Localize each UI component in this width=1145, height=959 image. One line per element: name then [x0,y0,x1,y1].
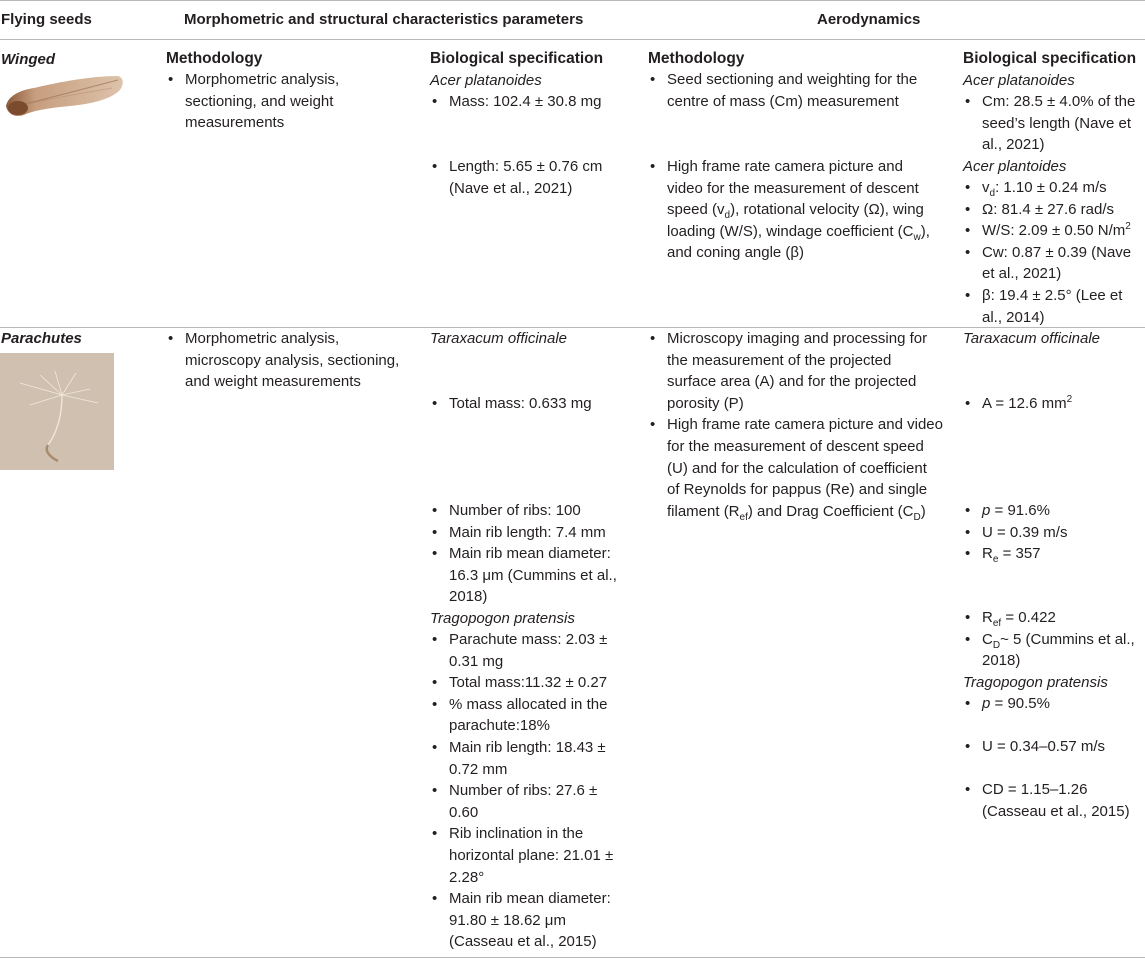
parachutes-aero-cd2-list [963,779,1143,822]
winged-aero-species-1: Acer platanoides [963,72,1075,89]
parachutes-morpho-method-list [166,328,406,393]
winged-aero-spec-list [963,177,1143,328]
list-item: • Ω: 81.4 ± 27.6 rad/s [963,199,1143,221]
winged-aero-bio-heading: Biological specification [963,50,1137,67]
list-item: • $v_d$: 1.10 ± 0.24 m/s [963,177,1143,199]
list-item: • Parachute mass: 2.03 ± 0.31 mg [430,629,622,672]
winged-morpho-species: Acer platanoides [430,72,542,89]
list-item: • CD = 1.15–1.26 (Casseau et al., 2015) [963,779,1143,822]
list-item: • Morphometric analysis, sectioning, and weight measurements [166,69,396,134]
header-aerodynamics: Aerodynamics [817,11,921,28]
parachutes-species-tragopogon: Tragopogon pratensis [430,610,575,627]
list-item: • Main rib mean diameter: 16.3 μm (Cummins et al., 2018) [430,543,630,608]
winged-aero-cm-list [963,91,1143,156]
list-item: • A = 12.6 $mm^2$ [963,393,1143,415]
list-item: • Length: 5.65 ± 0.76 cm (Nave et al., 2021) [430,156,630,199]
row-label-winged: Winged [1,51,56,68]
winged-morpho-method-heading: Methodology [166,50,263,67]
list-item: • Total mass: 0.633 mg [430,393,630,415]
list-item: • Cw: 0.87 ± 0.39 (Nave et al., 2021) [963,242,1143,285]
header-rule [0,39,1145,40]
winged-aero-method-list-2 [648,156,940,264]
list-item: • % mass allocated in the parachute:18% [430,694,622,737]
parachutes-aero-p2-list [963,693,1143,715]
list-item: • Main rib mean diameter: 91.80 ± 18.62 μm (Casseau et al., 2015) [430,888,622,953]
list-item: • Main rib length: 18.43 ± 0.72 mm [430,737,622,780]
winged-aero-method-heading: Methodology [648,50,745,67]
list-item: • p = 91.6% [963,500,1143,522]
list-item: • U = 0.39 m/s [963,522,1143,544]
header-flying-seeds: Flying seeds [1,11,92,28]
parachutes-aero-u2-list [963,736,1143,758]
parachutes-aero-area-list [963,393,1143,415]
list-item: • Rib inclination in the horizontal plane: 21.01 ± 2.28° [430,823,622,888]
parachutes-total-mass-list [430,393,630,415]
list-item: • Number of ribs: 27.6 ± 0.60 [430,780,622,823]
parachutes-aero-method-list [648,328,943,522]
list-item: • $C_D\sim$ 5 (Cummins et al., 2018) [963,629,1143,672]
winged-morpho-method-list [166,69,396,134]
list-item: • Number of ribs: 100 [430,500,630,522]
list-item: • W/S: 2.09 ± 0.50 $N/m^2$ [963,220,1143,242]
list-item: • β: 19.4 ± 2.5° (Lee et al., 2014) [963,285,1143,328]
list-item: • Main rib length: 7.4 mm [430,522,630,544]
winged-seed-image [0,72,126,122]
parachutes-aero-species-taraxacum: Taraxacum officinale [963,330,1101,347]
row-label-parachutes: Parachutes [1,330,82,347]
parachutes-species-taraxacum: Taraxacum officinale [430,330,568,347]
parachutes-ribs-list [430,500,630,608]
list-item: • $R_e = 357$ [963,543,1143,565]
parachutes-aero-species-tragopogon: Tragopogon pratensis [963,674,1108,691]
list-item: • Total mass:11.32 ± 0.27 [430,672,622,694]
list-item: • Morphometric analysis, microscopy analysis, sectioning, and weight measurements [166,328,406,393]
list-item: • High frame rate camera picture and video for the measurement of descent speed (U) and for the calculation of coefficient of Reynolds for pappus (Re) and single filament $(R_{ef})$ and Drag Coefficient $(C_D)$ [648,414,943,522]
winged-aero-species-2: Acer plantoides [963,158,1067,175]
winged-morpho-spec-list-1 [430,91,630,113]
winged-morpho-spec-list-2 [430,156,630,199]
list-item: • Mass: 102.4 ± 30.8 mg [430,91,630,113]
parachutes-aero-ref-list [963,607,1143,672]
list-item: • High frame rate camera picture and video for the measurement of descent speed $(v_d)$, rotational velocity (Ω), wing loading (W/S), windage coefficient $(C_w)$, and coning angle (β) [648,156,940,264]
list-item: • Microscopy imaging and processing for the measurement of the projected surface area (A) and for the projected porosity (P) [648,328,943,414]
list-item: • p = 90.5% [963,693,1143,715]
winged-aero-method-list [648,69,938,112]
bottom-rule [0,957,1145,958]
parachute-seed-image [0,353,114,470]
parachutes-trago-list [430,629,622,953]
top-rule [0,0,1145,1]
list-item: • Cm: 28.5 ± 4.0% of the seed’s length (Nave et al., 2021) [963,91,1143,156]
parachutes-aero-tara-list [963,500,1143,565]
winged-morpho-bio-heading: Biological specification [430,50,604,67]
list-item: • Seed sectioning and weighting for the centre of mass (Cm) measurement [648,69,938,112]
list-item: • U = 0.34–0.57 m/s [963,736,1143,758]
list-item: • $R_{ef} = 0.422$ [963,607,1143,629]
header-morphometric: Morphometric and structural characteristics parameters [184,11,584,28]
